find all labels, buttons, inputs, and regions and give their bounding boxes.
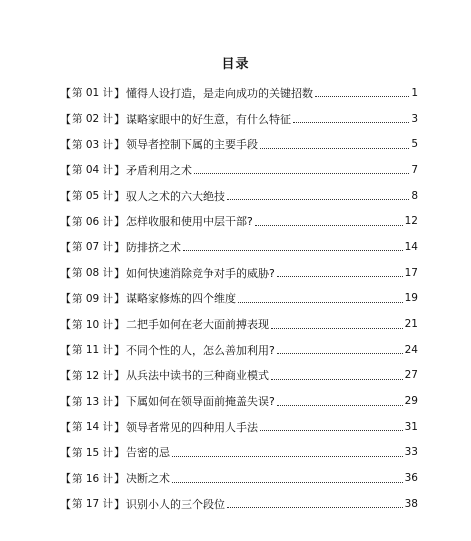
toc-entry-title: 谋略家眼中的好生意，有什么特征	[126, 112, 292, 126]
toc-page-number: 19	[404, 292, 418, 305]
toc-page-number: 36	[404, 472, 418, 485]
toc-page-number: 7	[411, 163, 418, 176]
toc-page-number: 14	[404, 240, 418, 253]
toc-bracket-open: 【	[60, 472, 71, 486]
toc-entry-title: 下属如何在领导面前掩盖失误?	[126, 395, 275, 409]
toc-page-number: 12	[404, 215, 418, 228]
toc-bracket-close: 】	[114, 86, 126, 100]
toc-entry[interactable]	[60, 388, 418, 414]
toc-chapter-label: 第 02 计	[72, 113, 114, 126]
toc-dot-leader	[183, 250, 403, 251]
toc-dot-leader	[293, 122, 409, 123]
toc-chapter-label: 第 10 计	[72, 318, 114, 331]
toc-entry[interactable]	[60, 491, 418, 517]
toc-bracket-open: 【	[60, 266, 71, 280]
toc-bracket-open: 【	[60, 420, 71, 434]
toc-bracket-close: 】	[114, 446, 126, 460]
toc-bracket-close: 】	[114, 343, 126, 357]
toc-entry[interactable]	[60, 260, 418, 286]
toc-entry-title: 防排挤之术	[126, 240, 182, 254]
toc-page-number: 27	[404, 369, 418, 382]
toc-entry[interactable]	[60, 234, 418, 260]
toc-entry-title: 领导者控制下属的主要手段	[126, 138, 259, 152]
toc-page-number: 24	[404, 343, 418, 356]
toc-entry-title: 如何快速消除竞争对手的威胁?	[126, 266, 275, 280]
toc-bracket-close: 】	[114, 266, 126, 280]
toc-bracket-open: 【	[60, 112, 71, 126]
toc-dot-leader	[277, 353, 403, 354]
toc-entry-title: 从兵法中读书的三种商业模式	[126, 369, 270, 383]
toc-page-number: 21	[404, 318, 418, 331]
toc-chapter-label: 第 08 计	[72, 267, 114, 280]
toc-page-number: 17	[404, 266, 418, 279]
toc-entry-title: 二把手如何在老大面前搏表现	[126, 318, 270, 332]
toc-page-number: 8	[411, 189, 418, 202]
toc-bracket-close: 】	[114, 215, 126, 229]
toc-chapter-label: 第 03 计	[72, 138, 114, 151]
toc-chapter-label: 第 16 计	[72, 472, 114, 485]
toc-dot-leader	[271, 328, 403, 329]
toc-bracket-open: 【	[60, 189, 71, 203]
toc-chapter-label: 第 15 计	[72, 446, 114, 459]
toc-entry-title: 不同个性的人，怎么善加利用?	[126, 343, 275, 357]
toc-entry[interactable]	[60, 337, 418, 363]
toc-bracket-close: 】	[114, 292, 126, 306]
toc-bracket-open: 【	[60, 497, 71, 511]
toc-dot-leader	[260, 148, 409, 149]
toc-bracket-close: 】	[114, 138, 126, 152]
toc-bracket-open: 【	[60, 343, 71, 357]
toc-dot-leader	[315, 96, 409, 97]
toc-chapter-label: 第 12 计	[72, 369, 114, 382]
toc-bracket-open: 【	[60, 163, 71, 177]
toc-bracket-open: 【	[60, 318, 71, 332]
toc-dot-leader	[277, 405, 403, 406]
toc-title: 目录	[221, 57, 250, 72]
toc-dot-leader	[194, 173, 409, 174]
toc-bracket-open: 【	[60, 86, 71, 100]
toc-page-number: 29	[404, 395, 418, 408]
toc-dot-leader	[277, 276, 403, 277]
toc-entry[interactable]	[60, 465, 418, 491]
toc-dot-leader	[238, 302, 403, 303]
toc-dot-leader	[271, 379, 403, 380]
toc-bracket-close: 】	[114, 472, 126, 486]
toc-entry[interactable]	[60, 311, 418, 337]
toc-chapter-label: 第 17 计	[72, 498, 114, 511]
toc-chapter-label: 第 04 计	[72, 164, 114, 177]
toc-bracket-close: 】	[114, 189, 126, 203]
toc-bracket-open: 【	[60, 138, 71, 152]
toc-bracket-open: 【	[60, 215, 71, 229]
toc-entry[interactable]	[60, 106, 418, 132]
toc-page-number: 5	[411, 138, 418, 151]
toc-bracket-close: 】	[114, 369, 126, 383]
toc-chapter-label: 第 05 计	[72, 190, 114, 203]
toc-entry[interactable]	[60, 208, 418, 234]
toc-entry-title: 谋略家修炼的四个维度	[126, 292, 237, 306]
toc-entry-title: 告密的忌	[126, 446, 171, 460]
toc-entry[interactable]	[60, 183, 418, 209]
toc-page-number: 38	[404, 497, 418, 510]
toc-chapter-label: 第 01 计	[72, 87, 114, 100]
toc-bracket-close: 】	[114, 420, 126, 434]
toc-dot-leader	[227, 199, 409, 200]
toc-bracket-close: 】	[114, 163, 126, 177]
toc-dot-leader	[255, 225, 403, 226]
toc-entry-title: 识别小人的三个段位	[126, 497, 226, 511]
toc-bracket-close: 】	[114, 112, 126, 126]
toc-bracket-close: 】	[114, 240, 126, 254]
toc-entry[interactable]	[60, 440, 418, 466]
toc-chapter-label: 第 07 计	[72, 241, 114, 254]
toc-dot-leader	[260, 430, 403, 431]
toc-bracket-close: 】	[114, 497, 126, 511]
toc-page-number: 3	[411, 112, 418, 125]
toc-bracket-open: 【	[60, 446, 71, 460]
toc-entry-title: 决断之术	[126, 472, 171, 486]
toc-dot-leader	[227, 507, 403, 508]
toc-entry-title: 驭人之术的六大绝技	[126, 189, 226, 203]
toc-dot-leader	[172, 482, 403, 483]
toc-bracket-open: 【	[60, 292, 71, 306]
toc-entry[interactable]	[60, 131, 418, 157]
toc-chapter-label: 第 09 计	[72, 292, 114, 305]
toc-entry[interactable]	[60, 157, 418, 183]
toc-page-number: 33	[404, 446, 418, 459]
toc-entry[interactable]	[60, 363, 418, 389]
toc-bracket-open: 【	[60, 369, 71, 383]
toc-entry[interactable]	[60, 286, 418, 312]
toc-entry[interactable]	[60, 414, 418, 440]
toc-bracket-open: 【	[60, 395, 71, 409]
toc-chapter-label: 第 11 计	[72, 344, 114, 357]
toc-chapter-label: 第 14 计	[72, 421, 114, 434]
toc-bracket-close: 】	[114, 395, 126, 409]
toc-dot-leader	[172, 456, 403, 457]
toc-chapter-label: 第 06 计	[72, 215, 114, 228]
toc-entry-title: 矛盾利用之术	[126, 163, 193, 177]
toc-page-number: 1	[411, 86, 418, 99]
toc-bracket-close: 】	[114, 318, 126, 332]
toc-entry-title: 懂得人设打造，是走向成功的关键招数	[126, 86, 314, 100]
toc-bracket-open: 【	[60, 240, 71, 254]
toc-entry[interactable]	[60, 80, 418, 106]
toc-entry-title: 领导者常见的四种用人手法	[126, 420, 259, 434]
toc-chapter-label: 第 13 计	[72, 395, 114, 408]
toc-list	[60, 80, 418, 517]
toc-entry-title: 怎样收服和使用中层干部?	[126, 215, 253, 229]
toc-page-number: 31	[404, 420, 418, 433]
